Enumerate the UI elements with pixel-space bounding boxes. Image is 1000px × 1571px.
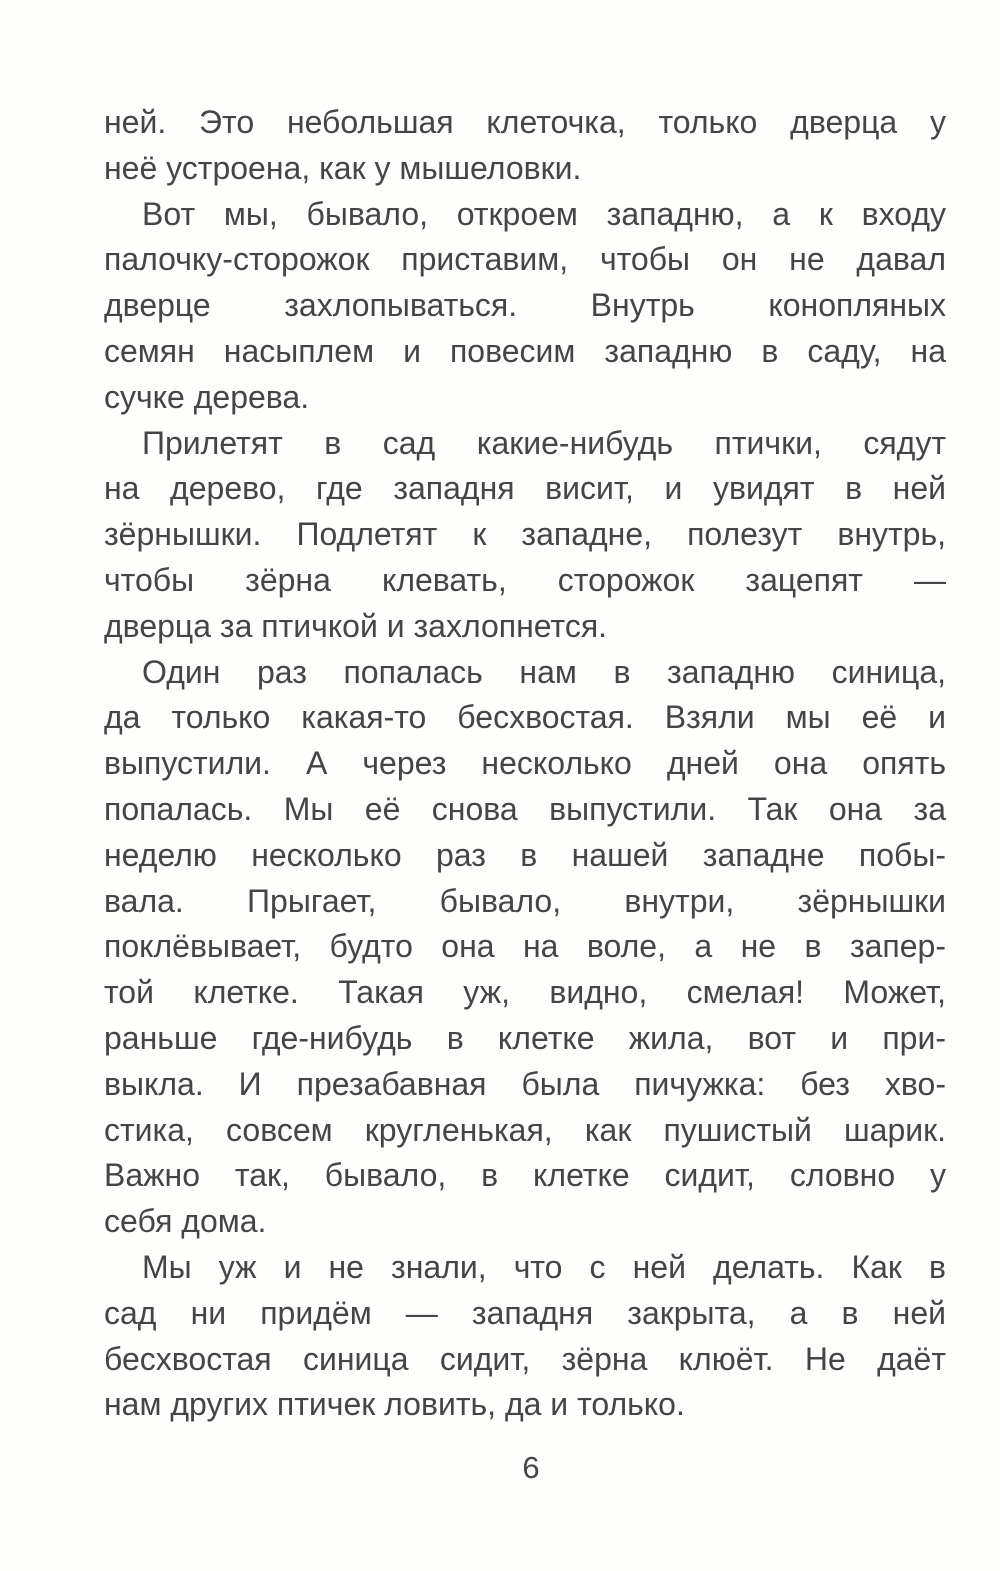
text-line: бесхвостая синица сидит, зёрна клюёт. Не даёт [104, 1340, 946, 1377]
text-line: сад ни придём — западня закрыта, а в ней [104, 1294, 946, 1331]
text-line: себя дома. [104, 1203, 267, 1240]
text-line: Мы уж и не знали, что с ней делать. Как в [142, 1248, 946, 1285]
text-line: вала. Прыгает, бывало, внутри, зёрнышки [104, 882, 946, 919]
text-line: раньше где-нибудь в клетке жила, вот и при- [104, 1019, 946, 1056]
text-line: палочку-сторожок приставим, чтобы он не давал [104, 241, 946, 278]
text-line: чтобы зёрна клевать, сторожок зацепят — [104, 561, 946, 598]
text-line: Прилетят в сад какие-нибудь птички, сядут [142, 424, 946, 461]
text-line: семян насыплем и повесим западню в саду, на [104, 332, 946, 369]
text-line: Важно так, бывало, в клетке сидит, словно у [104, 1157, 946, 1194]
text-line: неделю несколько раз в нашей западне побы- [104, 836, 946, 873]
text-line: неё устроена, как у мышеловки. [104, 149, 582, 186]
text-line: Вот мы, бывало, откроем западню, а к входу [142, 195, 946, 232]
text-line: выкла. И презабавная была пичужка: без хво- [104, 1065, 946, 1102]
text-line: сучке дерева. [104, 378, 310, 415]
text-line: Один раз попалась нам в западню синица, [142, 653, 946, 690]
text-line: ней. Это небольшая клеточка, только дверца у [104, 104, 946, 140]
text-line: выпустили. А через несколько дней она опять [104, 745, 946, 782]
text-line: да только какая-то бесхвостая. Взяли мы её и [104, 699, 946, 736]
text-line: дверце захлопываться. Внутрь конопляных [104, 287, 946, 324]
text-line: нам других птичек ловить, да и только. [104, 1386, 685, 1423]
text-line: зёрнышки. Подлетят к западне, полезут внутрь, [104, 516, 946, 553]
text-line: стика, совсем кругленькая, как пушистый шарик. [104, 1111, 946, 1148]
text-line: той клетке. Такая уж, видно, смелая! Может, [104, 974, 946, 1011]
text-line: поклёвывает, будто она на воле, а не в запер- [104, 928, 946, 965]
text-line: на дерево, где западня висит, и увидят в ней [104, 470, 946, 507]
body-text [104, 100, 946, 1428]
page-number: 6 [522, 1450, 540, 1485]
text-line: дверца за птичкой и захлопнется. [104, 607, 608, 644]
text-line: попалась. Мы её снова выпустили. Так она за [104, 790, 946, 827]
